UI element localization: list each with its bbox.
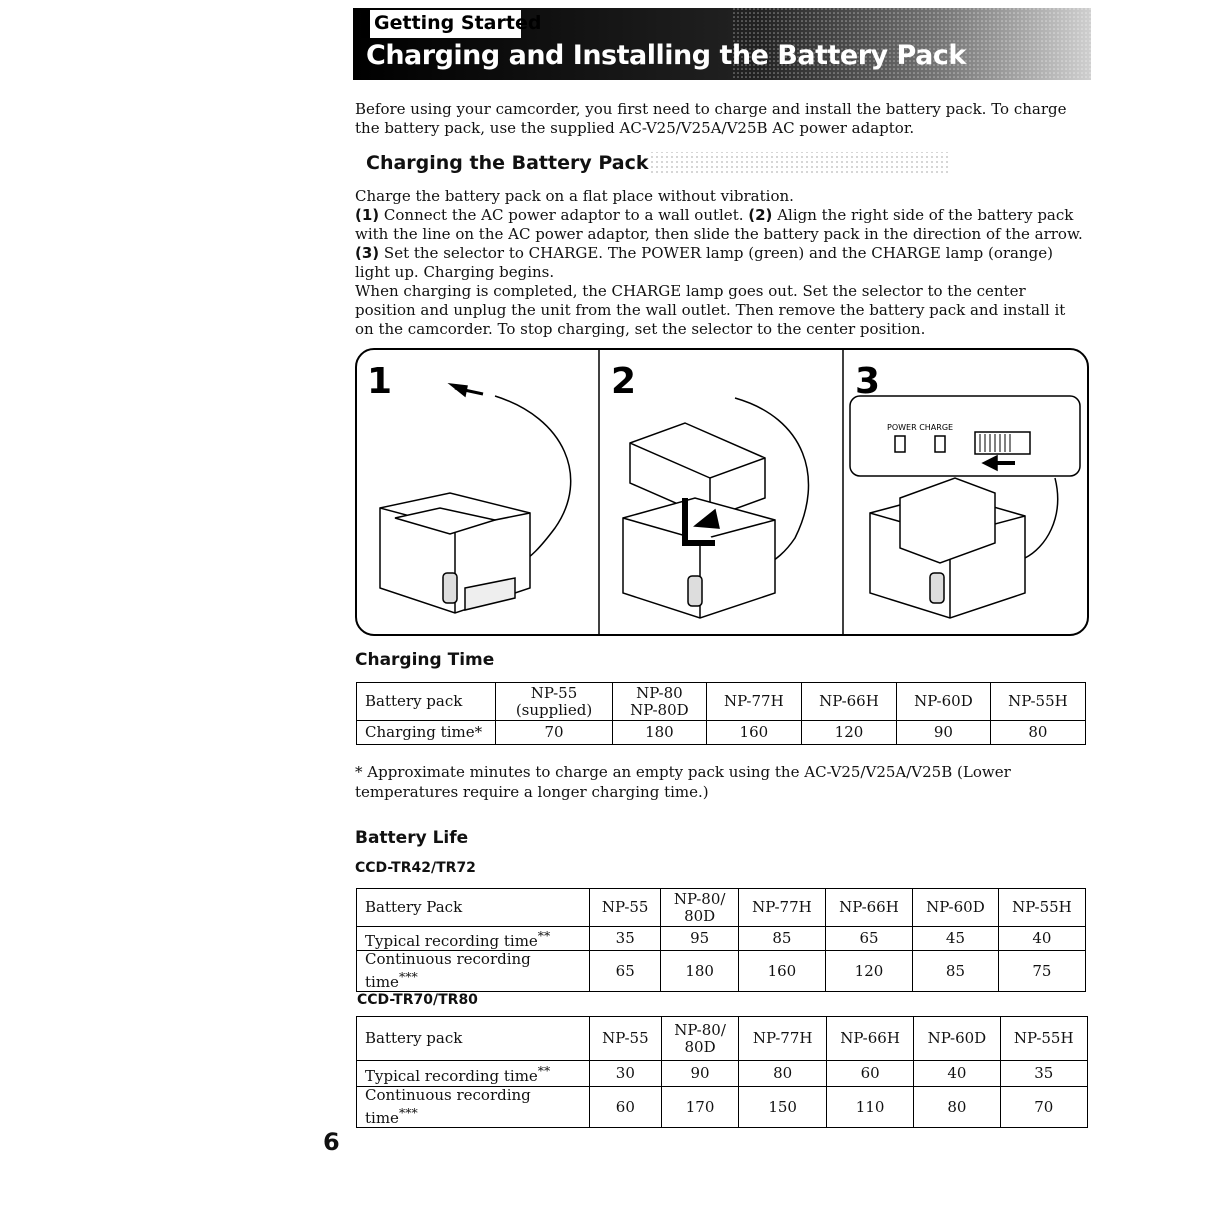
row-label: Continuous recording time*** bbox=[357, 1087, 590, 1128]
table-cell: 120 bbox=[825, 951, 912, 992]
model-label: CCD-TR42/TR72 bbox=[355, 860, 476, 876]
column-header: NP-60D bbox=[897, 683, 991, 721]
row-header: Battery pack bbox=[357, 1017, 590, 1061]
column-header: NP-77H bbox=[706, 683, 801, 721]
table-cell: 75 bbox=[998, 951, 1085, 992]
heading-decoration bbox=[650, 150, 950, 180]
step3-number: (3) bbox=[355, 244, 380, 262]
table-cell: 90 bbox=[897, 721, 991, 745]
table-cell: 95 bbox=[661, 927, 738, 951]
table-cell: 90 bbox=[661, 1061, 739, 1087]
row-label: Typical recording time** bbox=[357, 927, 590, 951]
table-cell: 60 bbox=[590, 1087, 662, 1128]
table-row bbox=[357, 721, 1086, 745]
column-header: NP-55H bbox=[990, 683, 1085, 721]
column-header: NP-55H bbox=[998, 889, 1085, 927]
table-cell: 45 bbox=[913, 927, 999, 951]
table-cell: 110 bbox=[826, 1087, 913, 1128]
column-header: NP-77H bbox=[739, 1017, 826, 1061]
table-row bbox=[357, 951, 1086, 992]
battery-life-heading: Battery Life bbox=[355, 828, 469, 848]
step2-number: (2) bbox=[748, 206, 773, 224]
charging-heading: Charging the Battery Pack bbox=[366, 152, 649, 174]
charging-time-table bbox=[356, 682, 1086, 745]
table-row bbox=[357, 889, 1086, 927]
table-cell: 70 bbox=[1000, 1087, 1088, 1128]
table-row bbox=[357, 927, 1086, 951]
column-header: NP-66H bbox=[826, 1017, 913, 1061]
table-cell: 80 bbox=[990, 721, 1085, 745]
column-header: NP-60D bbox=[913, 889, 999, 927]
column-header: NP-55 (supplied) bbox=[496, 683, 613, 721]
column-header: NP-55H bbox=[1000, 1017, 1088, 1061]
column-header: NP-77H bbox=[738, 889, 825, 927]
charging-time-heading: Charging Time bbox=[355, 650, 495, 670]
panel-number-2: 2 bbox=[611, 361, 637, 402]
table-cell: 40 bbox=[914, 1061, 1000, 1087]
table-row bbox=[357, 1017, 1088, 1061]
table-cell: 85 bbox=[738, 927, 825, 951]
column-header: NP-80/ 80D bbox=[661, 1017, 739, 1061]
table-cell: 160 bbox=[706, 721, 801, 745]
column-header: NP-66H bbox=[801, 683, 896, 721]
inset-label: POWER CHARGE bbox=[887, 423, 954, 432]
table-cell: 160 bbox=[738, 951, 825, 992]
row-label: Charging time* bbox=[357, 721, 496, 745]
row-header: Battery pack bbox=[357, 683, 496, 721]
model-label: CCD-TR70/TR80 bbox=[357, 992, 478, 1008]
intro-paragraph: Before using your camcorder, you first need to charge and install the battery pack. To charge the battery pack, use the supplied AC-V25/V25A/V25B AC power adaptor. bbox=[355, 100, 1067, 137]
page-title: Charging and Installing the Battery Pack bbox=[366, 40, 966, 71]
table-row bbox=[357, 1087, 1088, 1128]
battery-life-table-1 bbox=[356, 888, 1086, 992]
table-cell: 170 bbox=[661, 1087, 739, 1128]
panel-number-3: 3 bbox=[855, 361, 881, 402]
row-label: Typical recording time** bbox=[357, 1061, 590, 1087]
section-label: Getting Started bbox=[374, 12, 542, 34]
table-cell: 85 bbox=[913, 951, 999, 992]
row-header: Battery Pack bbox=[357, 889, 590, 927]
battery-life-table-2 bbox=[356, 1016, 1088, 1128]
table-cell: 150 bbox=[739, 1087, 826, 1128]
table-row bbox=[357, 1061, 1088, 1087]
table-cell: 180 bbox=[661, 951, 738, 992]
column-header: NP-60D bbox=[914, 1017, 1000, 1061]
step1-number: (1) bbox=[355, 206, 380, 224]
table-cell: 120 bbox=[801, 721, 896, 745]
table-cell: 65 bbox=[825, 927, 912, 951]
table-cell: 40 bbox=[998, 927, 1085, 951]
column-header: NP-55 bbox=[590, 1017, 662, 1061]
charging-line1: Charge the battery pack on a flat place without vibration. bbox=[355, 187, 794, 205]
table-cell: 70 bbox=[496, 721, 613, 745]
step1-text: Connect the AC power adaptor to a wall outlet. bbox=[379, 206, 749, 224]
panel-number-1: 1 bbox=[367, 361, 393, 402]
step2-text: Align the right side of the battery pack with the line on the AC power adaptor, then slide the battery pack in the direction of the arrow. bbox=[355, 206, 1083, 243]
table-row bbox=[357, 683, 1086, 721]
step3-text: Set the selector to CHARGE. The POWER lamp (green) and the CHARGE lamp (orange) light up. Charging begins. bbox=[355, 244, 1053, 281]
charging-footnote: * Approximate minutes to charge an empty pack using the AC-V25/V25A/V25B (Lower temperatures require a longer charging time.) bbox=[355, 763, 1011, 801]
table-cell: 30 bbox=[590, 1061, 662, 1087]
table-cell: 60 bbox=[826, 1061, 913, 1087]
table-cell: 180 bbox=[613, 721, 707, 745]
column-header: NP-80 NP-80D bbox=[613, 683, 707, 721]
column-header: NP-66H bbox=[825, 889, 912, 927]
column-header: NP-55 bbox=[590, 889, 661, 927]
charging-completion: When charging is completed, the CHARGE lamp goes out. Set the selector to the center position and unplug the unit from the wall outlet. Then remove the battery pack and install it on the camcorder. To stop charging, set the selector to the center position. bbox=[355, 282, 1066, 338]
table-cell: 65 bbox=[590, 951, 661, 992]
page-number: 6 bbox=[323, 1128, 340, 1156]
column-header: NP-80/ 80D bbox=[661, 889, 738, 927]
table-cell: 80 bbox=[739, 1061, 826, 1087]
charging-steps bbox=[355, 206, 1085, 282]
charging-illustration bbox=[355, 348, 1090, 638]
table-cell: 80 bbox=[914, 1087, 1000, 1128]
table-cell: 35 bbox=[1000, 1061, 1088, 1087]
table-cell: 35 bbox=[590, 927, 661, 951]
row-label: Continuous recording time*** bbox=[357, 951, 590, 992]
